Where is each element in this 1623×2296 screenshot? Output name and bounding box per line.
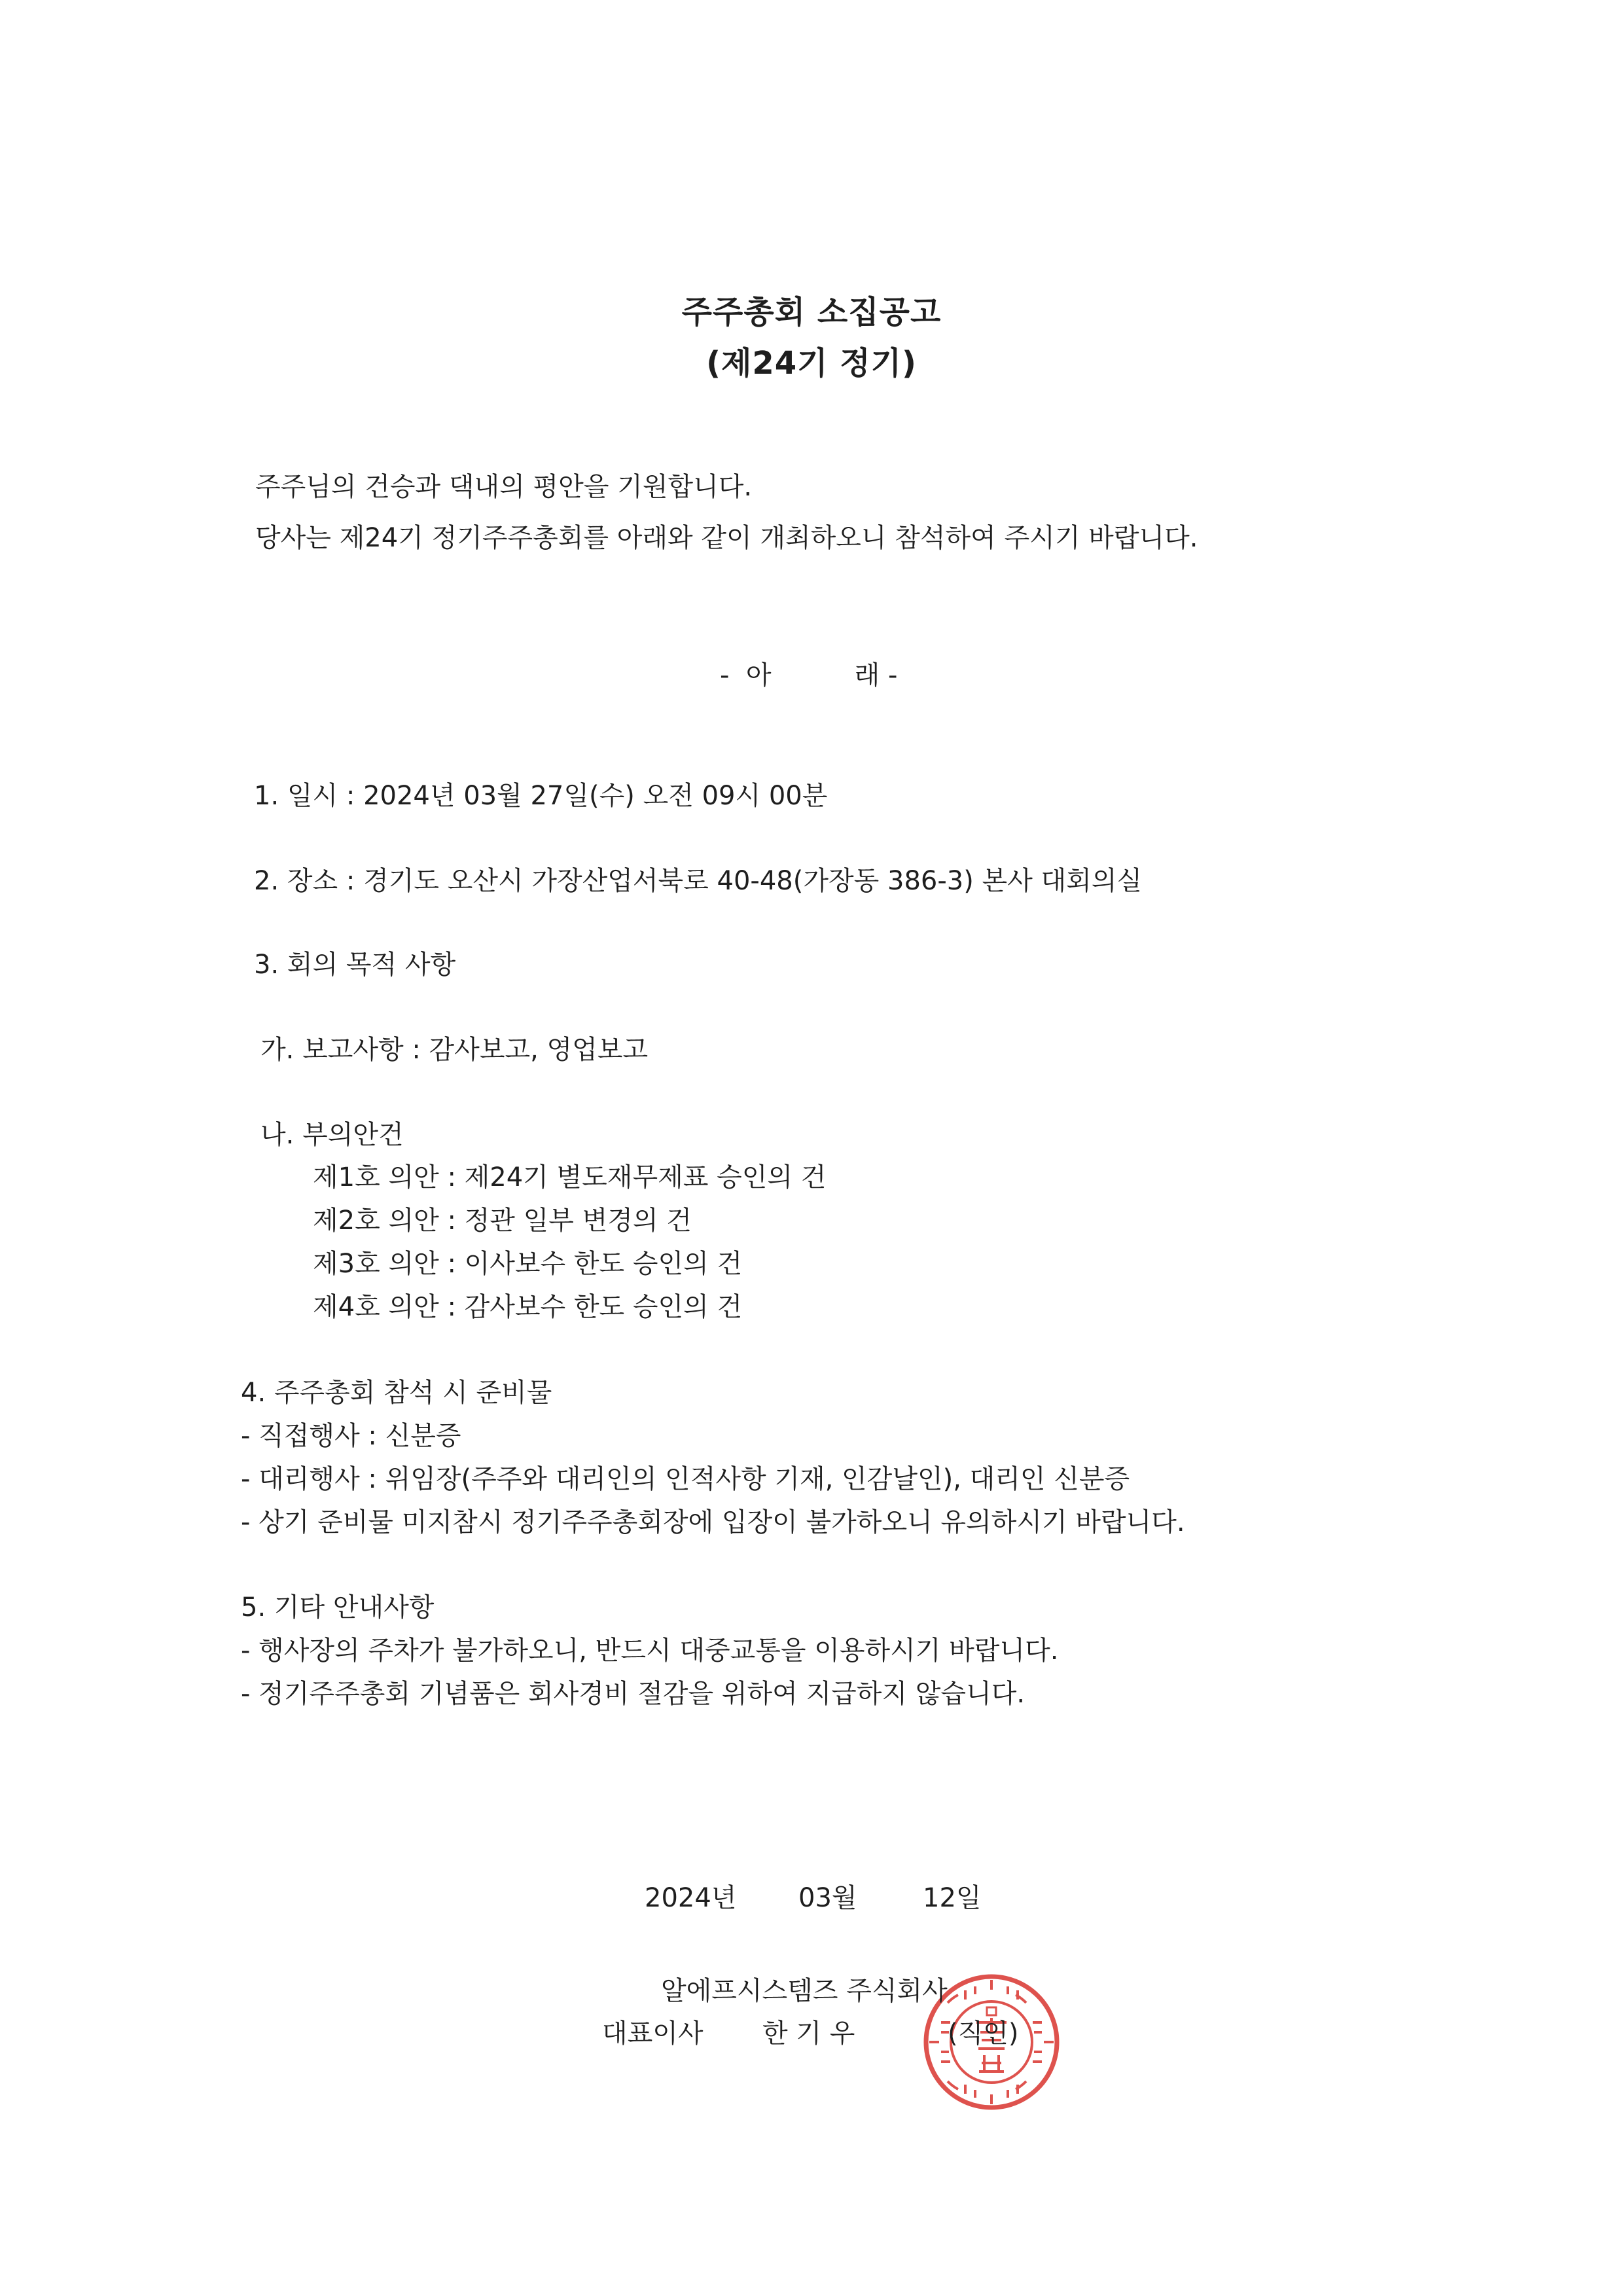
notice-title: 주주총회 소집공고 xyxy=(681,294,942,331)
item-datetime: 1. 일시 : 2024년 03월 27일(수) 오전 09시 00분 xyxy=(254,781,828,811)
agenda-item: 제1호 의안 : 제24기 별도재무제표 승인의 건 xyxy=(313,1162,827,1193)
date-year: 2024년 xyxy=(645,1883,737,1913)
seal-label: (직인) xyxy=(948,2018,1019,2049)
date-day: 12일 xyxy=(923,1883,982,1913)
agenda-item: 제4호 의안 : 감사보수 한도 승인의 건 xyxy=(313,1292,743,1322)
agenda-item: 제3호 의안 : 이사보수 한도 승인의 건 xyxy=(313,1249,743,1279)
prep-item: - 대리행사 : 위임장(주주와 대리인의 인적사항 기재, 인감날인), 대리인 신분증 xyxy=(241,1464,1130,1494)
item-etc-heading: 5. 기타 안내사항 xyxy=(241,1592,435,1623)
prep-item: - 직접행사 : 신분증 xyxy=(241,1421,461,1451)
ceo-name: 한 기 우 xyxy=(762,2018,855,2049)
item-agenda-heading: 나. 부의안건 xyxy=(260,1120,404,1150)
company-name: 알에프시스템즈 주식회사 xyxy=(661,1976,948,2006)
greeting-line-2: 당사는 제24기 정기주주총회를 아래와 같이 개최하오니 참석하여 주시기 바랍니다. xyxy=(255,523,1198,553)
notice-subtitle: (제24기 정기) xyxy=(706,345,917,382)
item-prep-heading: 4. 주주총회 참석 시 준비물 xyxy=(241,1378,552,1408)
agenda-item: 제2호 의안 : 정관 일부 변경의 건 xyxy=(313,1206,692,1236)
item-purpose: 3. 회의 목적 사항 xyxy=(254,950,456,980)
etc-item: - 정기주주총회 기념품은 회사경비 절감을 위하여 지급하지 않습니다. xyxy=(241,1679,1026,1709)
prep-item: - 상기 준비물 미지참시 정기주주총회장에 입장이 불가하오니 유의하시기 바랍니다. xyxy=(241,1507,1185,1537)
item-place: 2. 장소 : 경기도 오산시 가장산업서북로 40-48(가장동 386-3) 본사 대회의실 xyxy=(254,866,1143,896)
etc-item: - 행사장의 주차가 불가하오니, 반드시 대중교통을 이용하시기 바랍니다. xyxy=(241,1636,1059,1666)
item-report: 가. 보고사항 : 감사보고, 영업보고 xyxy=(260,1035,649,1065)
date-month: 03월 xyxy=(798,1883,857,1913)
section-separator: - 아 래 - xyxy=(720,660,898,691)
greeting-line-1: 주주님의 건승과 댁내의 평안을 기원합니다. xyxy=(255,472,753,502)
ceo-role: 대표이사 xyxy=(602,2018,704,2049)
